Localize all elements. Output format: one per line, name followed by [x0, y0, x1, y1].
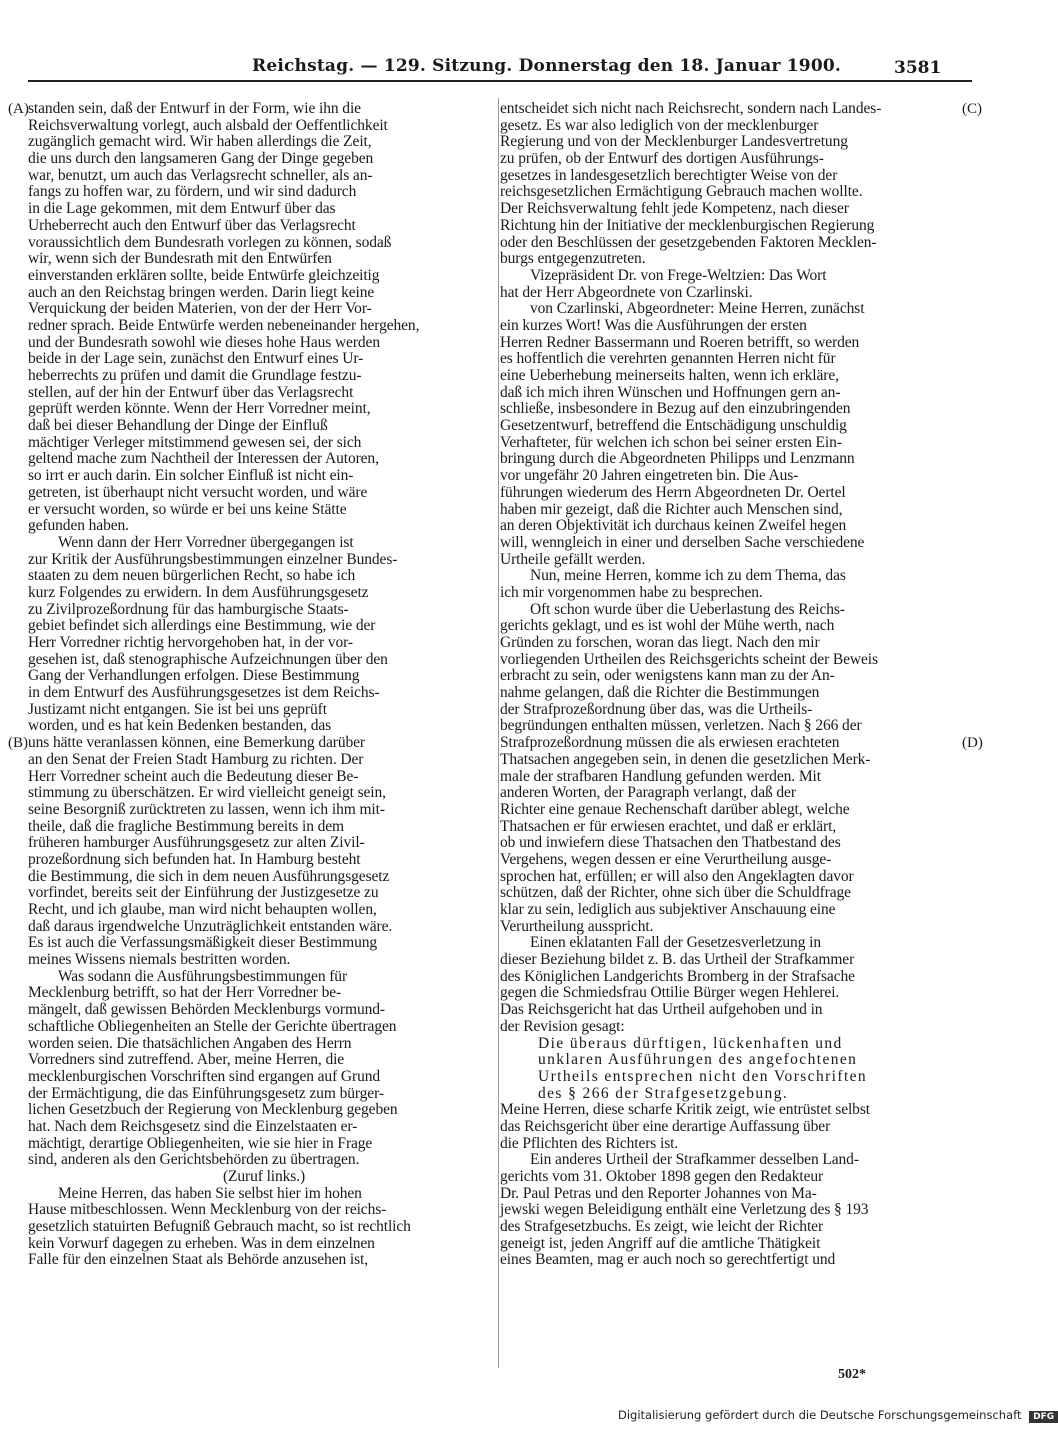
text-line: er versucht worden, so würde er bei uns keine Stätte — [28, 500, 347, 518]
text-line: vorfindet, bereits seit der Einführung der Justizgesetze zu — [28, 884, 379, 902]
text-line: Reichsverwaltung vorlegt, auch alsbald der Oeffentlichkeit — [28, 116, 388, 134]
text-line: daß daraus irgendwelche Unzuträglichkeit entstanden wäre. — [28, 917, 393, 935]
text-line: reichsgesetzlichen Ermächtigung Gebrauch machen wollte. — [500, 183, 863, 201]
text-line: gesetzlich statuirten Befugniß Gebrauch macht, so ist rechtlich — [28, 1218, 411, 1236]
text-line: theile, daß die fragliche Bestimmung bereits in dem — [28, 817, 345, 835]
text-line: jewski wegen Beleidigung enthält eine Verletzung des § 193 — [500, 1201, 869, 1219]
text-line: begründungen enthalten müssen, verletzen. Nach § 266 der — [500, 717, 862, 735]
text-line: getreten, ist überhaupt nicht versucht worden, und wäre — [28, 483, 368, 501]
margin-marker-d: (D) — [962, 735, 983, 751]
text-line: Hause mitbeschlossen. Wenn Mecklenburg von der reichs- — [28, 1201, 387, 1219]
text-line: gerichts vom 31. Oktober 1898 gegen den Redakteur — [500, 1168, 824, 1185]
text-line: geneigt ist, jeden Angriff auf die amtliche Thätigkeit — [500, 1234, 821, 1252]
text-line: in dem Entwurf des Ausführungsgesetzes ist dem Reichs- — [28, 684, 380, 702]
text-line: Wenn dann der Herr Vorredner übergegangen ist — [58, 533, 354, 551]
text-line: Herr Vorredner scheint auch die Bedeutung dieser Be- — [28, 767, 359, 785]
text-line: führungen wiederum des Herrn Abgeordneten Dr. Oertel — [500, 483, 846, 501]
text-line: klar zu sein, lediglich aus subjektiver Anschauung eine — [500, 901, 836, 918]
text-line: daß bei dieser Behandlung der Dinge der Einfluß — [28, 417, 328, 435]
text-line: Herren Redner Bassermann und Roeren betrifft, so werden — [500, 333, 860, 351]
text-line: worden seien. Die thatsächlichen Angaben des Herrn — [28, 1034, 352, 1052]
text-line: hat der Herr Abgeordnete von Czarlinski. — [500, 283, 753, 301]
text-line: Urheberrecht auch den Entwurf über das Verlagsrecht — [28, 216, 356, 234]
text-line: standen sein, daß der Entwurf in der Form, wie ihn die — [28, 100, 361, 117]
text-line: mängelt, daß gewissen Behörden Mecklenburgs vormund- — [28, 1001, 385, 1019]
text-line: erbracht zu sein, oder wenigstens kann man zu der An- — [500, 667, 835, 685]
text-line: der Revision gesagt: — [500, 1017, 625, 1035]
text-line: Urtheile gefällt werden. — [500, 550, 646, 568]
right-column — [500, 101, 972, 1269]
text-line: mächtiger Verleger mitstimmend gewesen sei, der sich — [28, 433, 362, 451]
text-line: nahme gelangen, daß die Richter die Bestimmungen — [500, 684, 820, 702]
text-line: seine Besorgniß zurücktreten zu lassen, wenn ich ihm mit- — [28, 800, 385, 818]
margin-marker-b: (B) — [8, 735, 28, 751]
margin-marker-c: (C) — [962, 101, 982, 117]
text-line: eines Beamten, mag er auch noch so gerechtfertigt und — [500, 1251, 836, 1269]
text-line: so irrt er auch darin. Ein solcher Einfluß ist nicht ein- — [28, 467, 354, 485]
text-line: wir, wenn sich der Bundesrath mit den Entwürfen — [28, 250, 332, 268]
text-line: Verhafteter, für welchen ich schon bei seiner ersten Ein- — [500, 433, 842, 451]
text-line: heberrechts zu prüfen und damit die Grundlage festzu- — [28, 367, 362, 384]
text-line: Der Reichsverwaltung fehlt jede Kompetenz, nach dieser — [500, 200, 849, 218]
text-line: stimmung zu überschätzen. Er wird vielleicht geneigt sein, — [28, 784, 386, 802]
text-line: redner sprach. Beide Entwürfe werden nebeneinander hergehen, — [28, 316, 420, 334]
text-line: zu Zivilprozeßordnung für das hamburgische Staats- — [28, 600, 349, 618]
text-line: hat. Nach dem Reichsgesetz sind die Einzelstaaten er- — [28, 1117, 358, 1135]
text-line: einverstanden erklären sollte, beide Entwürfe gleichzeitig — [28, 266, 380, 284]
text-line: Richtung hin der Initiative der mecklenburgischen Regierung — [500, 216, 875, 234]
text-line: Ein anderes Urtheil der Strafkammer desselben Land- — [530, 1151, 859, 1169]
text-line: Es ist auch die Verfassungsmäßigkeit dieser Bestimmung — [28, 934, 378, 952]
text-line: oder den Beschlüssen der gesetzgebenden Faktoren Mecklen- — [500, 233, 877, 251]
text-line: sind, anderen als den Gerichtsbehörden zu übertragen. — [28, 1151, 360, 1169]
text-line: Thatsachen er für erwiesen erachtet, und daß er erklärt, — [500, 817, 837, 835]
text-line: die uns durch den langsameren Gang der Dinge gegeben — [28, 150, 374, 168]
text-line: des Strafgesetzbuchs. Es zeigt, wie leicht der Richter — [500, 1218, 823, 1236]
text-line: daß ich mich ihren Wünschen und Hoffnungen gern an- — [500, 383, 841, 401]
text-line: gebiet befindet sich allerdings eine Bestimmung, wie der — [28, 617, 376, 635]
text-line: Vergehens, wegen dessen er eine Verurtheilung ausge- — [500, 850, 832, 868]
text-line: zugänglich gemacht wird. Wir haben allerdings die Zeit, — [28, 133, 372, 151]
text-line: Gründen zu forschen, woran das liegt. Nach den mir — [500, 634, 820, 651]
text-line: zu prüfen, ob der Entwurf des dortigen Ausführungs- — [500, 150, 824, 168]
text-line: Meine Herren, diese scharfe Kritik zeigt, wie entrüstet selbst — [500, 1101, 870, 1119]
text-line: mecklenburgischen Vorschriften sind ergangen auf Grund — [28, 1067, 381, 1085]
text-line: früheren hamburger Ausführungsgesetz zur alten Zivil- — [28, 834, 365, 852]
text-line: staaten zu dem neuen bürgerlichen Recht, so habe ich — [28, 567, 356, 585]
text-line: fangs zu hoffen war, zu fördern, und wir sind dadurch — [28, 183, 357, 201]
text-line: Einen eklatanten Fall der Gesetzesverletzung in — [530, 934, 821, 952]
text-line: beide in der Lage sein, zunächst den Entwurf eines Ur- — [28, 350, 364, 368]
text-line: Vorredners sind zutreffend. Aber, meine Herren, die — [28, 1051, 345, 1069]
text-line: in die Lage gekommen, mit dem Entwurf über das — [28, 200, 336, 218]
text-line: Nun, meine Herren, komme ich zu dem Thema, das — [530, 567, 846, 585]
text-line: war, benutzt, um auch das Verlagsrecht schneller, als an- — [28, 166, 373, 184]
text-line: worden, und es hat kein Bedenken bestanden, das — [28, 717, 332, 735]
text-line: an deren Objektivität ich durchaus keinen Zweifel hegen — [500, 517, 847, 535]
text-line: Oft schon wurde über die Ueberlastung des Reichs- — [530, 600, 845, 618]
text-line: kein Vorwurf dagegen zu erheben. Was in dem einzelnen — [28, 1234, 375, 1252]
text-line: es hoffentlich die verehrten genannten Herren nicht für — [500, 350, 836, 368]
text-line: das Reichsgericht über eine derartige Auffassung über — [500, 1117, 831, 1135]
text-line: Gang der Verhandlungen erfolgen. Diese Bestimmung — [28, 667, 360, 685]
text-line: vor ungefähr 20 Jahren eingetreten bin. Die Aus- — [500, 467, 799, 485]
text-line: voraussichtlich dem Bundesrath vorlegen zu können, sodaß — [28, 233, 392, 251]
text-line: Falle für den einzelnen Staat als Behörde anzusehen ist, — [28, 1251, 369, 1269]
footer-credit — [618, 1408, 1058, 1423]
text-line: der Ermächtigung, die das Einführungsgesetz zum bürger- — [28, 1084, 384, 1102]
text-line: meines Wissens niemals bestritten worden. — [28, 951, 291, 969]
text-line: kurz Folgendes zu erwidern. In dem Ausführungsgesetz — [28, 583, 369, 601]
text-line: Vizepräsident Dr. von Frege-Weltzien: Das Wort — [530, 266, 827, 284]
text-line: Mecklenburg betrifft, so hat der Herr Vorredner be- — [28, 984, 342, 1002]
text-line: bringung durch die Abgeordneten Philipps und Lenzmann — [500, 450, 855, 468]
text-line: male der strafbaren Handlung gefunden werden. Mit — [500, 767, 821, 785]
text-line: geprüft werden könnte. Wenn der Herr Vorredner meint, — [28, 400, 371, 418]
signature-mark: 502* — [838, 1367, 866, 1382]
footer-text: Digitalisierung gefördert durch die Deutsche Forschungsgemeinschaft — [618, 1408, 1022, 1422]
text-line: prozeßordnung sich befunden hat. In Hamburg besteht — [28, 850, 361, 868]
text-line: Gesetzentwurf, betreffend die Entschädigung unschuldig — [500, 417, 847, 435]
header-rule — [28, 80, 972, 82]
text-line: schützen, daß der Richter, ohne sich über die Schuldfrage — [500, 884, 851, 902]
text-line: gegen die Schmiedsfrau Ottilie Bürger wegen Hehlerei. — [500, 984, 840, 1002]
text-line: anderen Worten, der Paragraph verlangt, daß der — [500, 784, 796, 802]
text-line: haben mir gezeigt, daß die Richter auch Menschen sind, — [500, 500, 843, 518]
left-column — [28, 101, 500, 1269]
text-line: lichen Gesetzbuch der Regierung von Mecklenburg gegeben — [28, 1101, 398, 1119]
text-line: der Strafprozeßordnung über das, was die Urtheils- — [500, 700, 813, 718]
text-line: stellen, auf der hin der Entwurf über das Verlagsrecht — [28, 383, 354, 401]
text-line: uns hätte veranlassen können, eine Bemerkung darüber — [28, 734, 365, 752]
text-line: Herr Vorredner richtig hervorgehoben hat, in der vor- — [28, 634, 353, 651]
text-line: Richter eine genaue Rechenschaft darüber ablegt, welche — [500, 800, 850, 818]
text-line: ob und inwiefern diese Thatsachen den Thatbestand des — [500, 834, 841, 852]
text-line: dieser Beziehung bildet z. B. das Urtheil der Strafkammer — [500, 951, 855, 969]
text-line: Urtheils entsprechen nicht den Vorschriften — [538, 1067, 868, 1085]
text-line: Regierung und von der Mecklenburger Landesvertretung — [500, 133, 848, 151]
text-line: Justizamt nicht entgangen. Sie ist bei uns geprüft — [28, 700, 327, 718]
text-line: auch an den Reichstag bringen werden. Darin liegt keine — [28, 283, 375, 301]
text-line: Was sodann die Ausführungsbestimmungen für — [58, 967, 348, 985]
dfg-logo: DFG — [1029, 1411, 1058, 1423]
text-line: Strafprozeßordnung müssen die als erwiesen erachteten — [500, 734, 840, 752]
text-line: des § 266 der Strafgesetzgebung. — [538, 1084, 789, 1102]
text-line: (Zuruf links.) — [222, 1168, 306, 1185]
text-line: zur Kritik der Ausführungsbestimmungen einzelner Bundes- — [28, 550, 398, 568]
text-line: ich mir vorgenommen habe zu besprechen. — [500, 583, 763, 601]
text-line: von Czarlinski, Abgeordneter: Meine Herren, zunächst — [530, 300, 865, 318]
text-line: schließe, insbesondere in Bezug auf den einzubringenden — [500, 400, 851, 418]
text-line: Verurtheilung ausspricht. — [500, 917, 654, 935]
text-line: Das Reichsgericht hat das Urtheil aufgehoben und in — [500, 1001, 823, 1019]
text-line: ein kurzes Wort! Was die Ausführungen der ersten — [500, 316, 807, 334]
text-line: gefunden haben. — [28, 517, 129, 535]
page-number: 3581 — [894, 58, 942, 78]
text-line: geltend mache zum Nachtheil der Interessen der Autoren, — [28, 450, 379, 468]
text-line: gesehen ist, daß stenographische Aufzeichnungen über den — [28, 650, 388, 668]
text-line: Verquickung der beiden Materien, von der der Herr Vor- — [28, 300, 372, 318]
text-line: Recht, und ich glaube, man wird nicht behaupten wollen, — [28, 901, 377, 918]
text-line: will, wenngleich in einer und derselben Sache verschiedene — [500, 533, 865, 551]
text-line: vorliegenden Urtheilen des Reichsgerichts scheint der Beweis — [500, 650, 878, 668]
text-line: die Pflichten des Richters ist. — [500, 1134, 679, 1152]
text-line: sprochen hat, erfüllen; er will also den Angeklagten davor — [500, 867, 854, 885]
text-line: die Bestimmung, die sich in dem neuen Ausführungsgesetz — [28, 867, 390, 885]
text-line: schaftliche Obliegenheiten an Stelle der Gerichte übertragen — [28, 1017, 397, 1035]
text-line: des Königlichen Landgerichts Bromberg in der Strafsache — [500, 967, 855, 985]
text-line: Dr. Paul Petras und den Reporter Johannes von Ma- — [500, 1184, 817, 1202]
text-line: und der Bundesrath sowohl wie dieses hohe Haus werden — [28, 333, 380, 351]
text-line: entscheidet sich nicht nach Reichsrecht, sondern nach Landes- — [500, 100, 882, 117]
text-line: gesetz. Es war also lediglich von der mecklenburger — [500, 116, 819, 134]
running-header: Reichstag. — 129. Sitzung. Donnerstag den 18. Januar 1900. — [252, 56, 841, 76]
text-line: gesetzes in landesgesetzlich berechtigter Weise von der — [500, 166, 838, 184]
text-line: unklaren Ausführungen des angefochtenen — [538, 1051, 858, 1069]
text-line: eine Ueberhebung meinerseits halten, wenn ich erkläre, — [500, 367, 839, 384]
text-line: an den Senat der Freien Stadt Hamburg zu richten. Der — [28, 750, 364, 768]
text-line: mächtigt, derartige Obliegenheiten, wie sie hier in Frage — [28, 1134, 373, 1152]
text-line: Thatsachen angegeben sein, in denen die gesetzlichen Merk- — [500, 750, 871, 768]
text-line: Die überaus dürftigen, lückenhaften und — [538, 1034, 843, 1052]
text-line: gerichts geklagt, und es ist wohl der Mühe werth, nach — [500, 617, 835, 635]
text-line: burgs entgegenzutreten. — [500, 250, 646, 268]
text-line: Meine Herren, das haben Sie selbst hier im hohen — [58, 1184, 362, 1202]
margin-marker-a: (A) — [8, 101, 29, 117]
